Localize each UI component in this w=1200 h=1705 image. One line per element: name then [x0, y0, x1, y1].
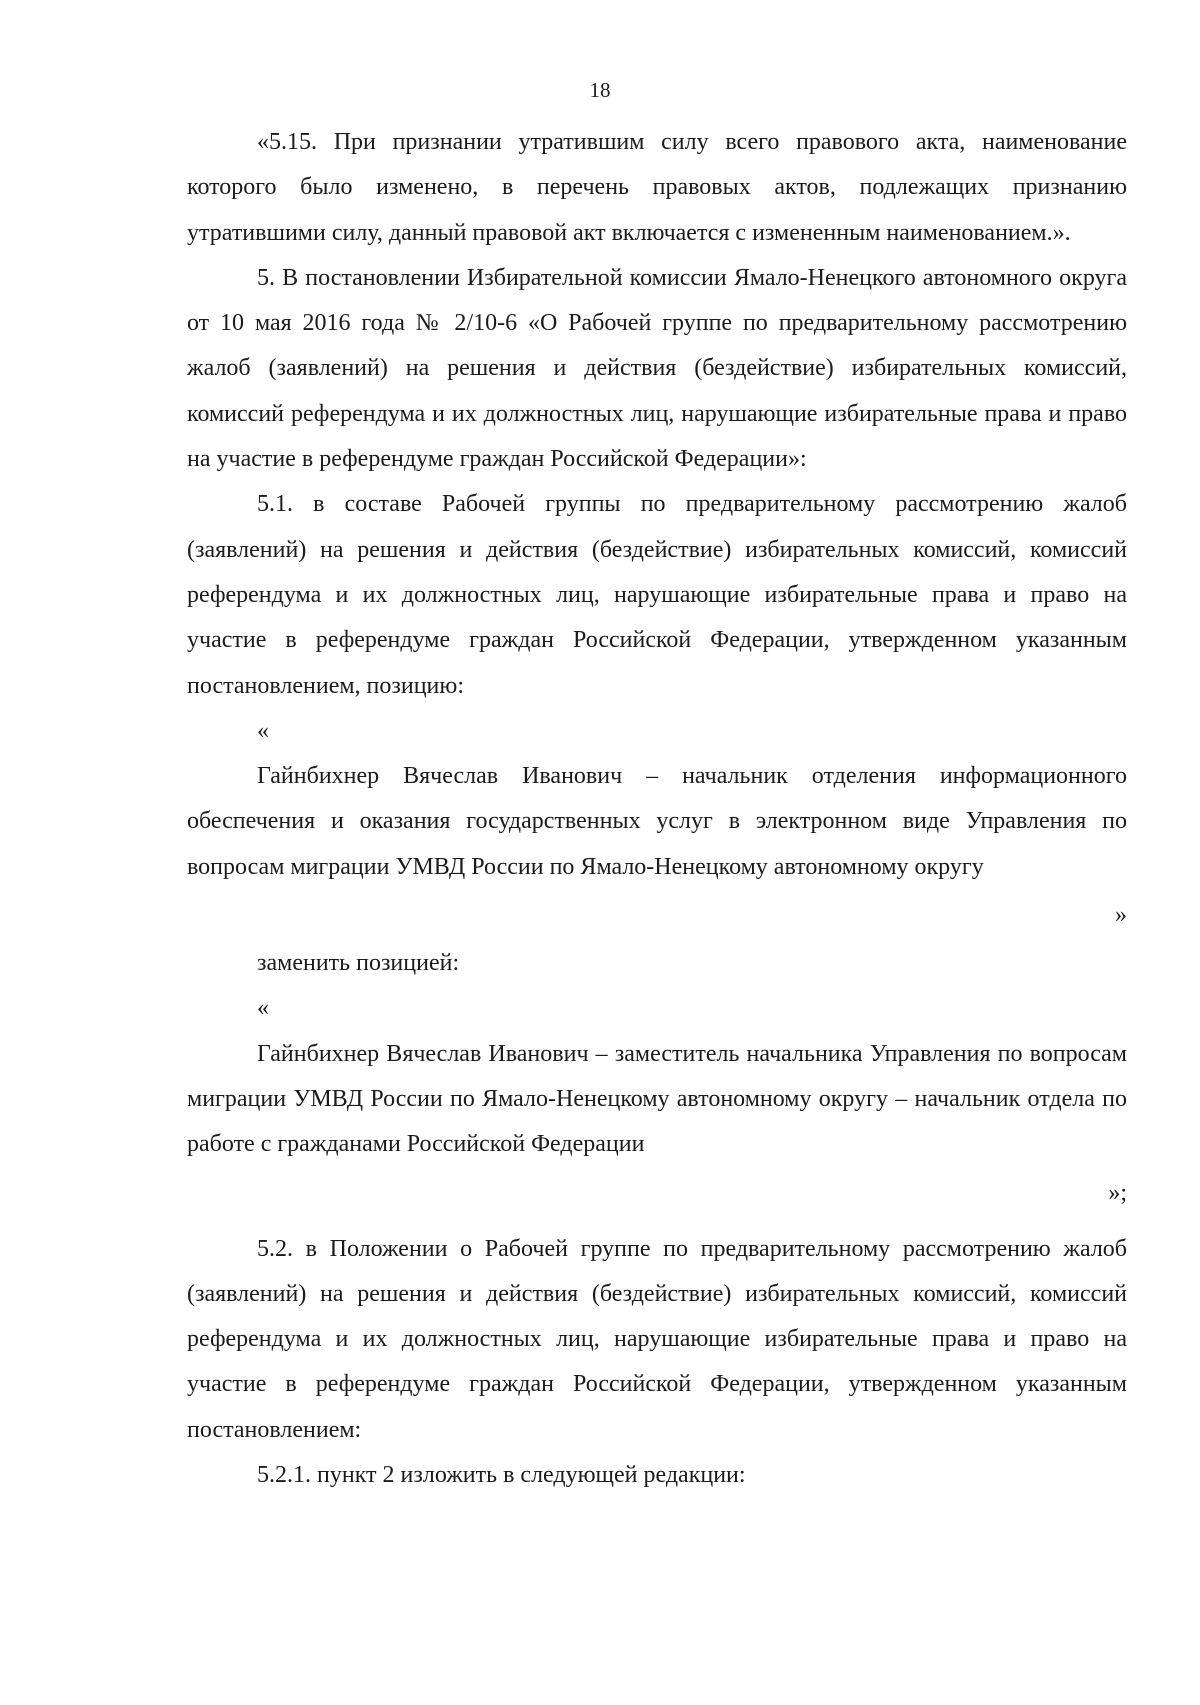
paragraph-5-15: «5.15. При признании утратившим силу всего правового акта, наименование которого было изменено, в перечень правовых актов, подлежащих признанию утратившими силу, данный правовой акт включается с измененным наименованием.». [187, 129, 1127, 246]
paragraph-5-2: 5.2. в Положении о Рабочей группе по предварительному рассмотрению жалоб (заявлений) на решения и действия (бездействие) избирательных комиссий, комиссий референдума и их должностных лиц, нарушающие избирательные права и право на участие в референдуме граждан Российской Федерации, утвержденном указанным постановлением: [187, 1235, 1127, 1443]
page-number: 18 [589, 78, 611, 102]
open-quote-mark: « [257, 717, 269, 744]
close-quote-mark: » [1115, 902, 1127, 929]
old-position-text: Гайнбихнер Вячеслав Иванович – начальник отделения информационного обеспечения и оказания государственных услуг в электронном виде Управления по вопросам миграции УМВД России по Ямало-Ненецкому автономному округу [187, 763, 1127, 880]
open-quote-mark: « [257, 995, 269, 1022]
paragraph-5: 5. В постановлении Избирательной комиссии Ямало-Ненецкого автономного округа от 10 мая 2016 года № 2/10-6 «О Рабочей группе по предварительному рассмотрению жалоб (заявлений) на решения и действия (бездействие) избирательных комиссий, комиссий референдума и их должностных лиц, нарушающие избирательные права и право на участие в референдуме граждан Российской Федерации»: [187, 264, 1127, 473]
paragraph-5-1: 5.1. в составе Рабочей группы по предварительному рассмотрению жалоб (заявлений) на решения и действия (бездействие) избирательных комиссий, комиссий референдума и их должностных лиц, нарушающие избирательные права и право на участие в референдуме граждан Российской Федерации, утвержденном указанным постановлением, позицию: [187, 491, 1127, 699]
document-body [187, 120, 1127, 1498]
new-position-text: Гайнбихнер Вячеслав Иванович – заместитель начальника Управления по вопросам миграции УМВД России по Ямало-Ненецкому автономному округу – начальник отдела по работе с гражданами Российской Федерации [187, 1040, 1127, 1158]
paragraph-5-2-1: 5.2.1. пункт 2 изложить в следующей редакции: [257, 1462, 746, 1489]
close-quote-mark: »; [1108, 1179, 1127, 1206]
replace-instruction: заменить позицией: [257, 950, 460, 977]
